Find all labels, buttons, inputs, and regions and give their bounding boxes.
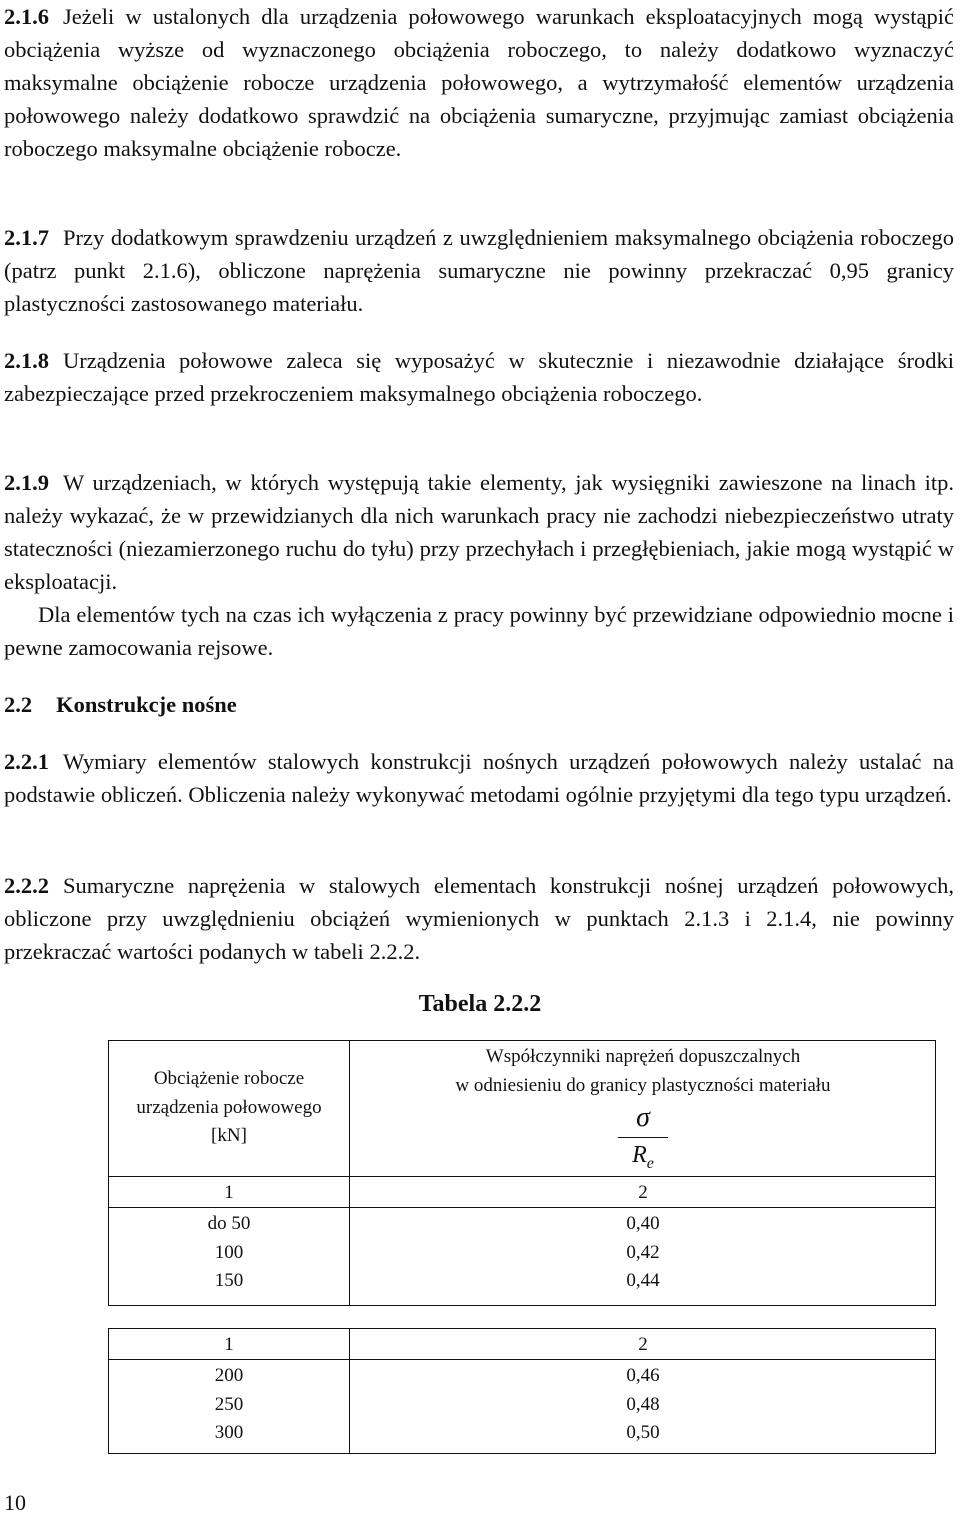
header-factor-line: Współczynniki naprężeń dopuszczalnych [485, 1046, 801, 1067]
column-number: 1 [224, 1182, 234, 1203]
paragraph-number: 2.1.8 [4, 348, 49, 373]
column-number: 2 [638, 1334, 648, 1355]
paragraph-number: 2.2.2 [4, 873, 49, 898]
column-number: 2 [638, 1182, 648, 1203]
table-cell-factor: 0,50 [626, 1422, 660, 1443]
paragraph-2-1-9 [4, 466, 954, 598]
page-number: 10 [4, 1490, 26, 1515]
table-cell-factor: 0,44 [626, 1270, 660, 1291]
paragraph-2-1-8 [4, 344, 954, 410]
formula-numerator: σ [636, 1102, 650, 1133]
paragraph-number: 2.2.1 [4, 749, 49, 774]
table-part-1 [108, 1040, 936, 1306]
section-heading [4, 688, 237, 721]
paragraph-text: Wymiary elementów stalowych konstrukcji nośnych urządzeń połowowych należy ustalać na podstawie obliczeń. Obliczenia należy wykonywać metodami ogólnie przyjętymi dla tego typu urządzeń. [4, 749, 954, 807]
header-load-line: urządzenia połowowego [136, 1096, 322, 1118]
column-number: 1 [224, 1334, 234, 1355]
formula-denominator [349, 1140, 937, 1179]
paragraph-2-1-7 [4, 221, 954, 320]
header-load-line: [kN] [211, 1125, 247, 1146]
stress-ratio-formula [349, 1101, 937, 1181]
table-cell-load: 250 [214, 1393, 244, 1415]
paragraph-2-1-9-continuation: Dla elementów tych na czas ich wyłączenia z pracy powinny być przewidziane odpowiednio mocne i pewne zamocowania rejsowe. [4, 602, 954, 660]
paragraph-2-2-1 [4, 745, 954, 811]
table-cell-factor: 0,48 [626, 1393, 660, 1415]
section-number: 2.2 [4, 692, 33, 717]
paragraph-number: 2.1.9 [4, 470, 49, 495]
table-cell-load: 150 [214, 1270, 244, 1291]
header-load [109, 1065, 349, 1151]
header-factor-line: w odniesieniu do granicy plastyczności materiału [455, 1074, 831, 1096]
table-cell-factor: 0,40 [626, 1213, 660, 1234]
table-title: Tabela 2.2.2 [418, 991, 542, 1017]
header-factor [349, 1043, 937, 1100]
paragraph-text: Przy dodatkowym sprawdzeniu urządzeń z uwzględnieniem maksymalnego obciążenia roboczego (patrz punkt 2.1.6), obliczone naprężenia sumaryczne nie powinny przekraczać 0,95 granicy plastyczności zastosowanego materiału. [4, 225, 954, 316]
table-cell-load: do 50 [207, 1213, 251, 1234]
header-load-line: Obciążenie robocze [153, 1068, 305, 1089]
table-cell-load: 300 [214, 1422, 244, 1443]
paragraph-2-2-2 [4, 869, 954, 968]
paragraph-number: 2.1.7 [4, 225, 49, 250]
paragraph-text: Urządzenia połowowe zaleca się wyposażyć w skutecznie i niezawodnie działające środki zabezpieczające przed przekroczeniem maksymalnego obciążenia roboczego. [4, 348, 954, 406]
table-cell-load: 200 [214, 1365, 244, 1386]
paragraph-text: Jeżeli w ustalonych dla urządzenia połowowego warunkach eksploatacyjnych mogą wystąpić obciążenia wyższe od wyznaczonego obciążenia roboczego, to należy dodatkowo wyznaczyć maksymalne obciążenie robocze urządzenia połowowego, a wytrzymałość elementów urządzenia połowowego należy dodatkowo sprawdzić na obciążenia sumaryczne, przyjmując zamiast obciążenia roboczego maksymalne obciążenie robocze. [4, 4, 954, 161]
table-cell-factor: 0,42 [626, 1241, 660, 1263]
paragraph-text: W urządzeniach, w których występują takie elementy, jak wysięgniki zawieszone na linach itp. należy wykazać, że w przewidzianych dla nich warunkach pracy nie zachodzi niebezpieczeństwo utraty stateczności (niezamierzonego ruchu do tyłu) przy przechyłach i przegłębieniach, jakie mogą wystąpić w eksploatacji. [4, 470, 954, 594]
section-title: Konstrukcje nośne [56, 692, 237, 717]
formula-subscript: e [646, 1154, 654, 1172]
table-cell-factor: 0,46 [626, 1365, 660, 1386]
fraction-bar [618, 1137, 668, 1138]
paragraph-2-1-6 [4, 0, 954, 165]
table-cell-load: 100 [214, 1241, 244, 1263]
table-part-2 [108, 1328, 936, 1454]
paragraph-text: Sumaryczne naprężenia w stalowych elementach konstrukcji nośnej urządzeń połowowych, obliczone przy uwzględnieniu obciążeń wymienionych w punktach 2.1.3 i 2.1.4, nie powinny przekraczać wartości podanych w tabeli 2.2.2. [4, 873, 954, 964]
formula-denominator-symbol: R [632, 1142, 647, 1168]
paragraph-number: 2.1.6 [4, 4, 49, 29]
